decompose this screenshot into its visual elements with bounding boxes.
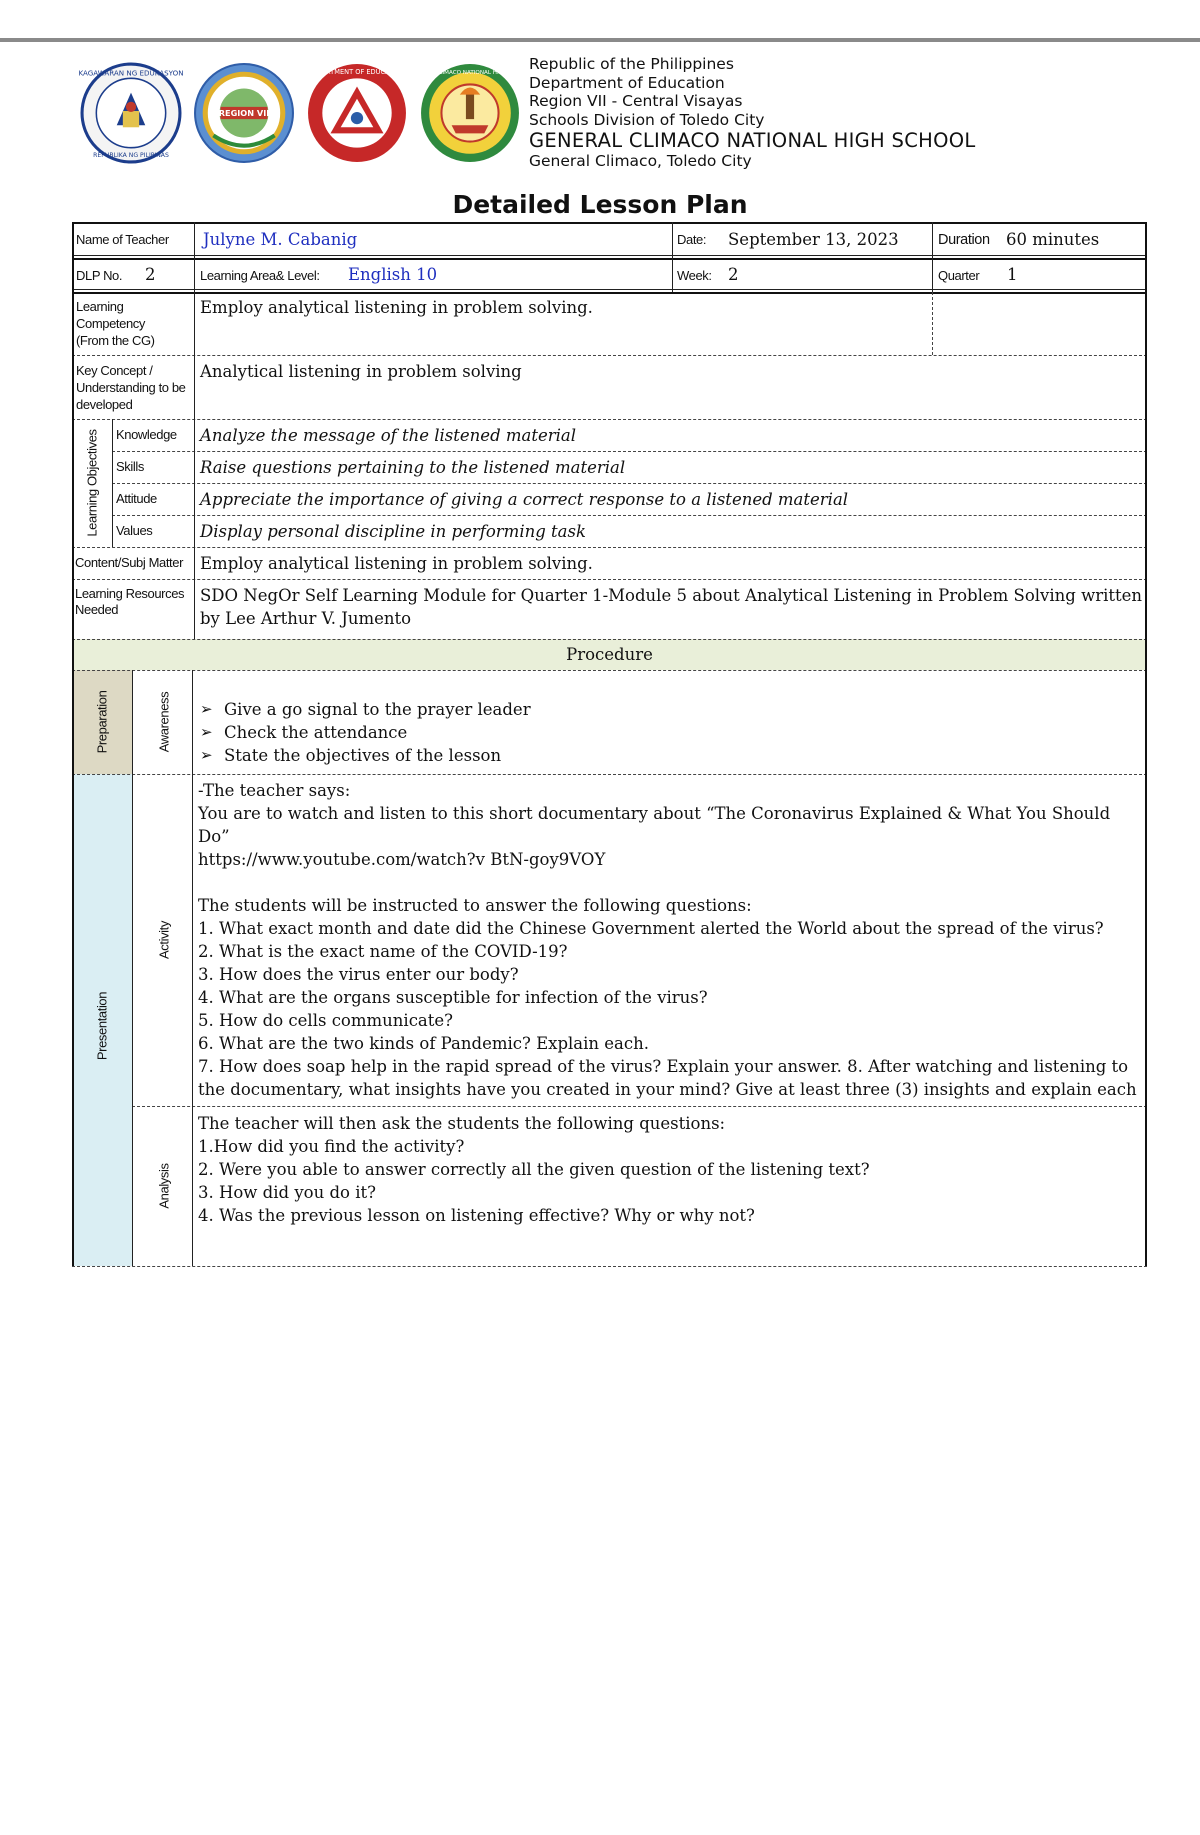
region-line: Region VII - Central Visayas bbox=[529, 92, 743, 110]
svg-text:KAGAWARAN NG EDUKASYON: KAGAWARAN NG EDUKASYON bbox=[78, 68, 184, 78]
awareness-item: ➢ Give a go signal to the prayer leader bbox=[198, 698, 531, 721]
activity-label: Activity bbox=[156, 921, 172, 959]
lesson-plan-table bbox=[72, 222, 1147, 1268]
date-label: Date: bbox=[677, 232, 707, 247]
analysis-label: Analysis bbox=[156, 1163, 172, 1209]
department-line: Department of Education bbox=[529, 73, 725, 92]
letterhead bbox=[529, 55, 976, 171]
attitude-label: Attitude bbox=[116, 491, 157, 506]
deped-seal-logo bbox=[80, 62, 182, 164]
content-label: Content/Subj Matter bbox=[75, 555, 184, 570]
preparation-label: Preparation bbox=[94, 690, 110, 754]
toledo-division-seal-logo bbox=[306, 62, 408, 164]
values-label: Values bbox=[116, 523, 153, 538]
competency-value: Employ analytical listening in problem solving. bbox=[200, 298, 593, 317]
analysis-text: The teacher will then ask the students the following questions: 1.How did you find the activity? 2. Were you able to answer correctly all the given question of the listening text? 3. How did you do it? 4. Was the previous lesson on listening effective? Why or why not? bbox=[198, 1114, 870, 1225]
knowledge-value: Analyze the message of the listened material bbox=[200, 426, 577, 445]
learning-area-value: English 10 bbox=[348, 265, 438, 284]
quarter-label: Quarter bbox=[938, 268, 980, 283]
top-rule bbox=[0, 38, 1200, 42]
svg-text:REGION VII: REGION VII bbox=[218, 108, 270, 119]
resources-value: SDO NegOr Self Learning Module for Quarter 1-Module 5 about Analytical Listening in Problem Solving written by Lee Arthur V. Jumento bbox=[200, 586, 1143, 628]
skills-value: Raise questions pertaining to the listened material bbox=[200, 458, 626, 477]
content-value: Employ analytical listening in problem solving. bbox=[200, 554, 593, 573]
activity-text: -The teacher says: You are to watch and listen to this short documentary about “The Coronavirus Explained & What You Should Do” https://www.youtube.com/watch?v BtN-goy9VOY The students will be instructed to answer the following questions: 1. What exact month and date did the Chinese Government alerted the World about the spread of the virus? 2. What is the exact name of the COVID-19? 3. How does the virus enter our body? 4. What are the organs susceptible for infection of the virus? 5. How do cells communicate? 6. What are the two kinds of Pandemic? Explain each. 7. How does soap help in the rapid spread of the virus? Explain your answer. 8. After watching and listening to the documentary, what insights have you created in your mind? Give at least three (3) insights and explain each bbox=[198, 781, 1137, 1099]
awareness-item: ➢ State the objectives of the lesson bbox=[198, 744, 531, 767]
svg-text:GENERAL CLIMACO NATIONAL HIGH: GENERAL CLIMACO NATIONAL HIGH SCHOOL bbox=[407, 70, 533, 77]
week-value: 2 bbox=[728, 265, 739, 284]
awareness-item: ➢ Check the attendance bbox=[198, 721, 531, 744]
teacher-label: Name of Teacher bbox=[76, 232, 169, 247]
awareness-label: Awareness bbox=[156, 691, 172, 753]
competency-label: Learning Competency (From the CG) bbox=[76, 299, 155, 348]
duration-label: Duration bbox=[938, 232, 990, 248]
duration-value: 60 minutes bbox=[1006, 230, 1100, 249]
quarter-value: 1 bbox=[1007, 265, 1018, 284]
date-value: September 13, 2023 bbox=[728, 230, 899, 249]
awareness-list bbox=[198, 698, 531, 767]
school-seal-logo bbox=[407, 62, 533, 164]
learning-objectives-label: Learning Objectives bbox=[84, 429, 100, 537]
division-line: Schools Division of Toledo City bbox=[529, 110, 765, 129]
presentation-label: Presentation bbox=[94, 991, 110, 1061]
key-concept-label: Key Concept / Understanding to be developed bbox=[76, 363, 186, 412]
key-concept-value: Analytical listening in problem solving bbox=[200, 362, 522, 381]
week-label: Week: bbox=[677, 268, 712, 283]
region-vii-seal-logo bbox=[193, 62, 295, 164]
attitude-value: Appreciate the importance of giving a correct response to a listened material bbox=[200, 490, 849, 509]
skills-label: Skills bbox=[116, 459, 144, 474]
page-title: Detailed Lesson Plan bbox=[452, 190, 748, 219]
school-address: General Climaco, Toledo City bbox=[529, 152, 752, 170]
dlp-value: 2 bbox=[145, 265, 156, 284]
procedure-heading: Procedure bbox=[566, 645, 653, 664]
logo-strip bbox=[78, 62, 533, 170]
dlp-label: DLP No. bbox=[76, 268, 123, 283]
svg-text:REPUBLIKA NG PILIPINAS: REPUBLIKA NG PILIPINAS bbox=[93, 151, 169, 159]
learning-area-label: Learning Area& Level: bbox=[200, 268, 320, 283]
school-name: GENERAL CLIMACO NATIONAL HIGH SCHOOL bbox=[529, 129, 976, 152]
knowledge-label: Knowledge bbox=[116, 427, 177, 442]
republic-line: Republic of the Philippines bbox=[529, 55, 734, 73]
teacher-name: Julyne M. Cabanig bbox=[203, 230, 358, 249]
svg-text:DEPARTMENT OF EDUCATION: DEPARTMENT OF EDUCATION bbox=[308, 68, 406, 77]
values-value: Display personal discipline in performing task bbox=[200, 522, 586, 541]
resources-label: Learning Resources Needed bbox=[75, 586, 185, 617]
